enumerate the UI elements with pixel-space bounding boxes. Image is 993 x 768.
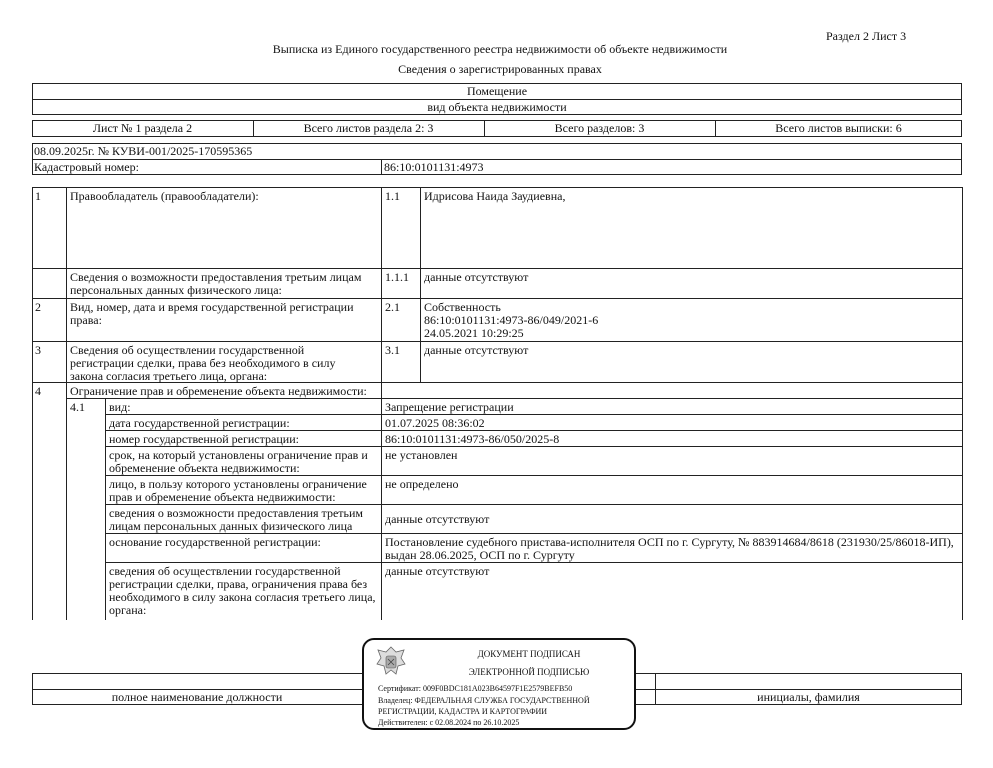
restriction-consent-label: сведения об осуществлении государственной регистрации сделки, права, ограничения права без необходимого в силу закона согласия третьего лица, органа: bbox=[109, 564, 376, 617]
restriction-person-label: лицо, в пользу которого установлены ограничение прав и обременение объекта недвижимости: bbox=[109, 477, 367, 504]
row2-label: Вид, номер, дата и время государственной регистрации права: bbox=[70, 300, 354, 327]
initials-label: инициалы, фамилия bbox=[757, 690, 860, 704]
cadastral-value: 86:10:0101131:4973 bbox=[384, 160, 484, 174]
row3-value: данные отсутствуют bbox=[424, 343, 529, 357]
object-type: Помещение bbox=[466, 84, 528, 98]
row1b-label: Сведения о возможности предоставления третьим лицам персональных данных физического лица: bbox=[70, 270, 362, 297]
restriction-kind-value: Запрещение регистрации bbox=[385, 400, 514, 414]
restriction-pd-label: сведения о возможности предоставления третьим лицам персональных данных физического лица bbox=[109, 506, 364, 533]
row1-label: Правообладатель (правообладатели): bbox=[70, 189, 259, 203]
restriction-kind-label: вид: bbox=[109, 400, 131, 414]
emblem-icon bbox=[374, 644, 408, 680]
restriction-date-label: дата государственной регистрации: bbox=[109, 416, 290, 430]
row1-sub-number: 1.1 bbox=[385, 189, 400, 203]
row1-owner-name: Идрисова Наида Заудиевна, bbox=[424, 189, 566, 203]
row1b-sub-number: 1.1.1 bbox=[385, 270, 409, 284]
extract-date-number: 08.09.2025г. № КУВИ-001/2025-170595365 bbox=[34, 144, 253, 158]
row2-right-type: Собственность bbox=[424, 300, 501, 314]
restriction-number-label: номер государственной регистрации: bbox=[109, 432, 299, 446]
restriction-person-value: не определено bbox=[385, 477, 459, 491]
total-sheets-section: Всего листов раздела 2: 3 bbox=[303, 121, 434, 135]
document-title: Выписка из Единого государственного реестра недвижимости об объекте недвижимости bbox=[272, 42, 728, 56]
row1-number: 1 bbox=[35, 189, 41, 203]
restriction-basis-label: основание государственной регистрации: bbox=[109, 535, 321, 549]
object-type-caption: вид объекта недвижимости bbox=[427, 100, 567, 114]
document-subtitle: Сведения о зарегистрированных правах bbox=[398, 62, 602, 76]
total-sheets-extract: Всего листов выписки: 6 bbox=[775, 121, 902, 135]
row3-number: 3 bbox=[35, 343, 41, 357]
position-label: полное наименование должности bbox=[111, 690, 283, 704]
row4-label: Ограничение прав и обременение объекта недвижимости: bbox=[70, 384, 367, 398]
electronic-signature-stamp bbox=[362, 638, 636, 730]
total-sections: Всего разделов: 3 bbox=[554, 121, 645, 135]
table-top-border bbox=[32, 187, 962, 188]
stamp-owner-line2: РЕГИСТРАЦИИ, КАДАСТРА И КАРТОГРАФИИ bbox=[378, 707, 548, 716]
row4-number: 4 bbox=[35, 384, 41, 398]
row4-sub-number: 4.1 bbox=[70, 400, 85, 414]
restriction-term-label: срок, на который установлены ограничение прав и обременение объекта недвижимости: bbox=[109, 448, 368, 475]
stamp-line2: ЭЛЕКТРОННОЙ ПОДПИСЬЮ bbox=[468, 667, 590, 677]
restriction-basis-value: Постановление судебного пристава-исполнителя ОСП по г. Сургуту, № 883914684/8618 (231930/25/86018-ИП), выдан 28.06.2025, ОСП по г. Сургуту bbox=[385, 535, 954, 562]
row2-sub-number: 2.1 bbox=[385, 300, 400, 314]
section-sheet-label: Раздел 2 Лист 3 bbox=[826, 29, 907, 43]
restriction-pd-value: данные отсутствуют bbox=[385, 512, 490, 526]
row2-right-number: 86:10:0101131:4973-86/049/2021-6 bbox=[424, 313, 599, 327]
restriction-term-value: не установлен bbox=[385, 448, 458, 462]
stamp-valid: Действителен: с 02.08.2024 по 26.10.2025 bbox=[378, 718, 520, 727]
restriction-number-value: 86:10:0101131:4973-86/050/2025-8 bbox=[385, 432, 560, 446]
restriction-date-value: 01.07.2025 08:36:02 bbox=[385, 416, 485, 430]
row1b-value: данные отсутствуют bbox=[424, 270, 529, 284]
stamp-owner-line1: Владелец: ФЕДЕРАЛЬНАЯ СЛУЖБА ГОСУДАРСТВЕННОЙ bbox=[378, 696, 590, 705]
sheet-number: Лист № 1 раздела 2 bbox=[92, 121, 193, 135]
row3-sub-number: 3.1 bbox=[385, 343, 400, 357]
row2-number: 2 bbox=[35, 300, 41, 314]
stamp-certificate: Сертификат: 009F0BDC181A023B64597F1E2579BEFB50 bbox=[378, 684, 573, 693]
row2-right-date: 24.05.2021 10:29:25 bbox=[424, 326, 524, 340]
cadastral-label: Кадастровый номер: bbox=[34, 160, 139, 174]
restriction-consent-value: данные отсутствуют bbox=[385, 564, 490, 578]
stamp-line1: ДОКУМЕНТ ПОДПИСАН bbox=[477, 649, 581, 659]
row3-label: Сведения об осуществлении государственной регистрации сделки, права без необходимого в силу закона согласия третьего лица, органа: bbox=[70, 343, 336, 383]
